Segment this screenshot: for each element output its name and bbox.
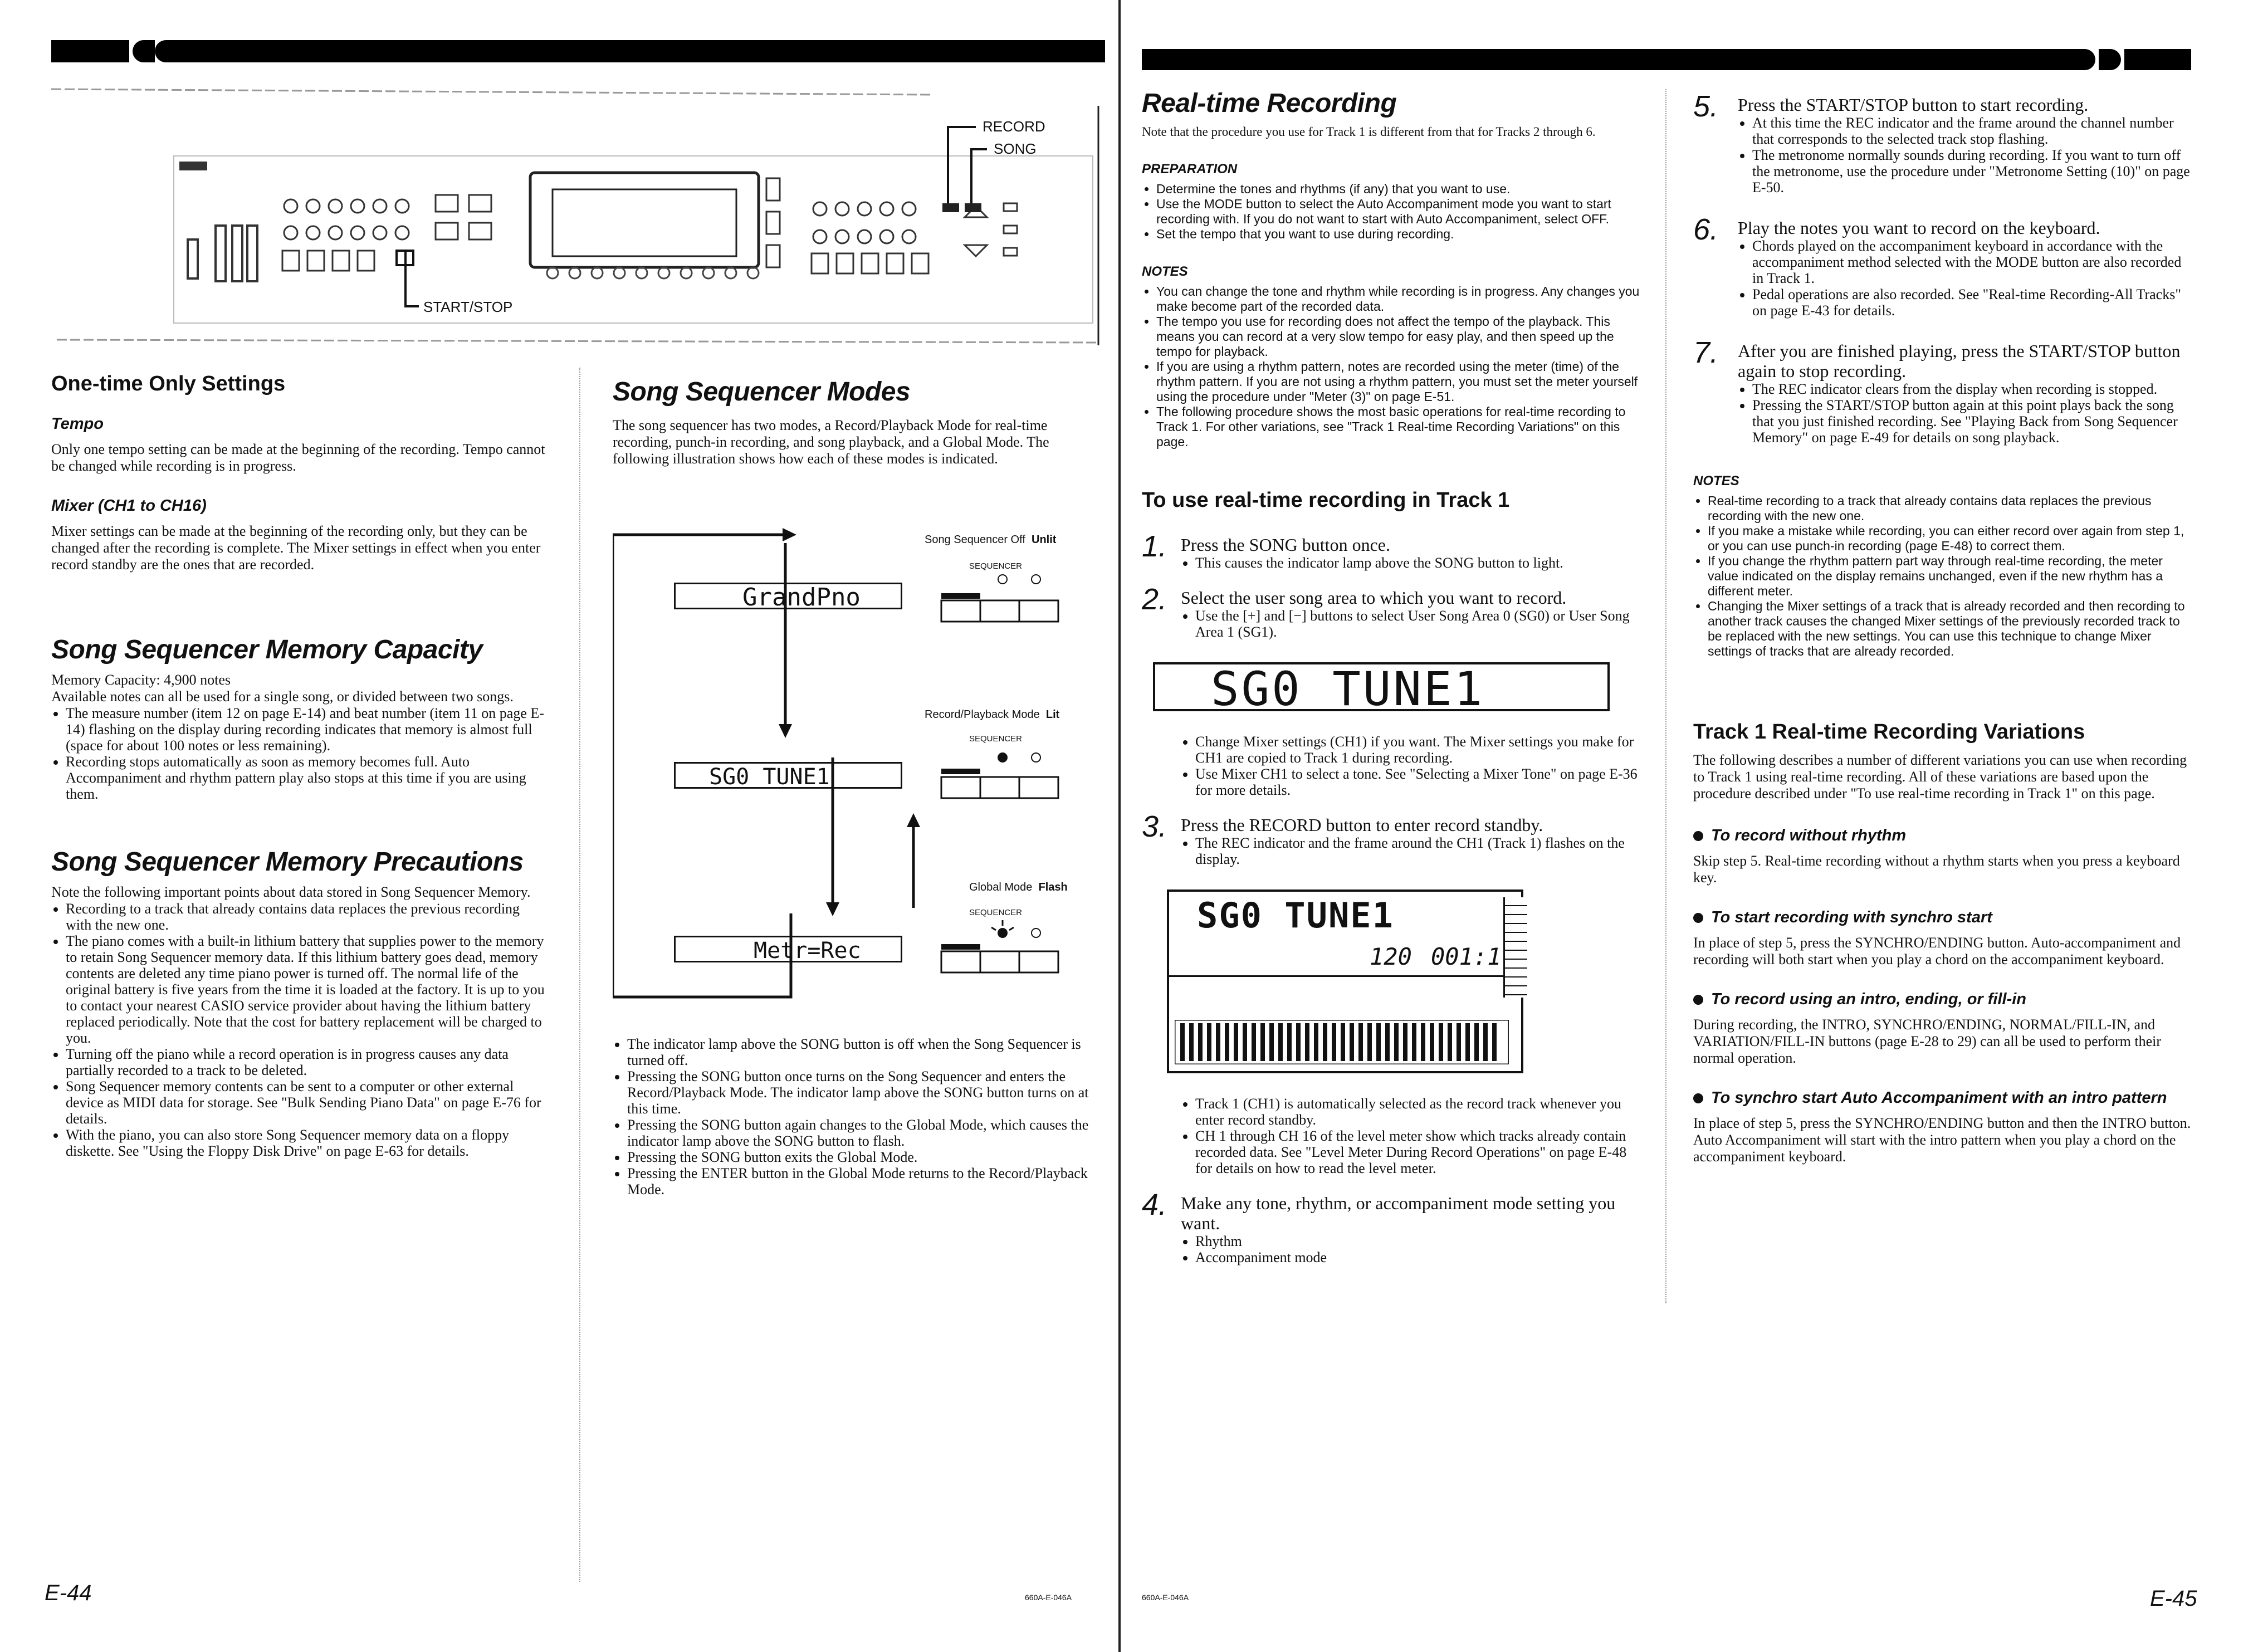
footer-code-left: 660A-E-046A bbox=[1025, 1593, 1072, 1602]
list-item: • Pressing the START/STOP button again at this point plays back the song that you just finished recording. See "Playing Back from Song Sequencer Memory" on page E-49 for details on song playback. bbox=[1752, 397, 2195, 446]
record-display bbox=[1167, 889, 1523, 1073]
step-number: 7. bbox=[1693, 336, 1719, 369]
capacity-line1: Memory Capacity: 4,900 notes bbox=[51, 672, 231, 688]
seq-label-1: SEQUENCER bbox=[969, 561, 1023, 571]
list-item: • The REC indicator and the frame around the CH1 (Track 1) flashes on the display. bbox=[1195, 835, 1643, 867]
list-item: • CH 1 through CH 16 of the level meter show which tracks already contain recorded data. See "Level Meter During Record Operations" on page E-48 for details on how to read the level meter. bbox=[1195, 1128, 1643, 1176]
list-item: • If you are using a rhythm pattern, notes are recorded using the meter (time) of the rhythm pattern. If you are not using a rhythm pattern, you must set the meter yourself using the procedure under "Meter (3)" on page E-51. bbox=[1156, 359, 1643, 404]
left-header-line bbox=[155, 40, 1105, 62]
level-meter-keys bbox=[1180, 1023, 1497, 1061]
panel-illustration bbox=[51, 84, 1110, 345]
step-5-text: Press the START/STOP button to start recording. bbox=[1738, 95, 2089, 115]
tone-buttons-right bbox=[812, 202, 987, 273]
preparation-block bbox=[1142, 162, 1643, 449]
notes2-block bbox=[1693, 473, 2195, 659]
page-spine bbox=[1118, 0, 1121, 1652]
capacity-bullets bbox=[51, 705, 547, 802]
display-keyboard bbox=[1175, 1020, 1509, 1064]
list-item: • Pedal operations are also recorded. See "Real-time Recording-All Tracks" on page E-43 for details. bbox=[1752, 286, 2195, 319]
list-item: • If you change the rhythm pattern part way through real-time recording, the meter value indicated on the display remains unchanged, even if the new rhythm has a different meter. bbox=[1708, 554, 2195, 599]
bullet-icon bbox=[1693, 913, 1703, 923]
variation-3-title: To record using an intro, ending, or fill-in bbox=[1711, 990, 2027, 1008]
variation-1-text: Skip step 5. Real-time recording without a rhythm starts when you press a keyboard key. bbox=[1693, 853, 2180, 886]
list-item: • Pressing the SONG button exits the Global Mode. bbox=[627, 1149, 1103, 1165]
list-item: • Use Mixer CH1 to select a tone. See "Selecting a Mixer Tone" on page E-36 for more details. bbox=[1195, 766, 1643, 798]
step-3-bullets bbox=[1181, 835, 1643, 867]
step-2-bullets bbox=[1181, 608, 1643, 640]
preparation-title: PREPARATION bbox=[1142, 162, 1238, 177]
footer-code-right: 660A-E-046A bbox=[1142, 1593, 1189, 1602]
list-item: • If you make a mistake while recording, you can either record over again from step 1, or you can use punch-in recording (page E-48) to correct them. bbox=[1708, 524, 2195, 554]
song-buttons-2 bbox=[941, 752, 1058, 798]
left-header-bar-arrow bbox=[133, 40, 155, 62]
list-item: • At this time the REC indicator and the frame around the channel number that corresponds to the selected track stop flashing. bbox=[1752, 115, 2195, 147]
track1-title: To use real-time recording in Track 1 bbox=[1142, 488, 1510, 512]
step-2-lcd: SG0 TUNE1 bbox=[1153, 662, 1610, 711]
mode1-state: Unlit bbox=[1032, 534, 1057, 546]
mode3-state: Flash bbox=[1038, 881, 1068, 893]
keyboard-panel-drawing bbox=[51, 84, 1110, 345]
left-column-2 bbox=[613, 377, 1103, 467]
variation-2-text: In place of step 5, press the SYNCHRO/ENDING button. Auto-accompaniment and recording will both start when you play a chord on the accompaniment keyboard. bbox=[1693, 935, 2181, 967]
display-staff bbox=[1503, 897, 1527, 998]
label-record: RECORD bbox=[983, 118, 1045, 135]
list-item: • Use the MODE button to select the Auto Accompaniment mode you want to start recording with. If you do not want to start with Auto Accompaniment, select OFF. bbox=[1156, 197, 1643, 227]
realtime-title: Real-time Recording bbox=[1142, 89, 1397, 118]
precautions-intro: Note the following important points about data stored in Song Sequencer Memory. bbox=[51, 884, 531, 900]
list-item: • Set the tempo that you want to use during recording. bbox=[1156, 227, 1643, 242]
notes-bullets bbox=[1142, 284, 1643, 449]
realtime-note: Note that the procedure you use for Track 1 is different from that for Tracks 2 through 6. bbox=[1142, 125, 1596, 139]
variation-2 bbox=[1693, 908, 2195, 927]
list-item: • The tempo you use for recording does not affect the tempo of the playback. This means you can record at a very slow tempo for easy play, and then speed up the tempo for playback. bbox=[1156, 314, 1643, 359]
list-item: • With the piano, you can also store Song Sequencer memory data on a floppy diskette. See "Using the Floppy Disk Drive" on page E-63 for details. bbox=[66, 1127, 547, 1159]
capacity-title: Song Sequencer Memory Capacity bbox=[51, 635, 483, 664]
step-number: 5. bbox=[1693, 90, 1719, 123]
seq-label-2: SEQUENCER bbox=[969, 734, 1023, 744]
variation-1-title: To record without rhythm bbox=[1711, 827, 1907, 844]
step-6 bbox=[1693, 213, 2195, 319]
label-song: SONG bbox=[994, 140, 1037, 157]
display-measure: 001:1 bbox=[1431, 943, 1502, 970]
step-number: 1. bbox=[1142, 530, 1167, 563]
list-item: • Accompaniment mode bbox=[1195, 1249, 1643, 1265]
step-7-text: After you are finished playing, press the START/STOP button again to stop recording. bbox=[1738, 341, 2181, 381]
variations-intro: The following describes a number of different variations you can use when recording to Track 1 using real-time recording. All of these variations are based upon the procedure described under "To use real-time recording in Track 1" on this page. bbox=[1693, 752, 2187, 801]
right-column-1 bbox=[1142, 88, 1643, 1265]
precautions-title: Song Sequencer Memory Precautions bbox=[51, 847, 524, 877]
step-number: 4. bbox=[1142, 1188, 1167, 1221]
precautions-bullets bbox=[51, 901, 547, 1159]
right-header-bar-arrow bbox=[2099, 49, 2121, 70]
modes-intro: The song sequencer has two modes, a Record/Playback Mode for real-time recording, punch-in recording, and song playback, and a Global Mode. The following illustration shows how each of these modes is indicated. bbox=[613, 417, 1049, 467]
preparation-bullets bbox=[1142, 182, 1643, 242]
label-start-stop: START/STOP bbox=[423, 299, 513, 315]
list-item: • Recording stops automatically as soon as memory becomes full. Auto Accompaniment and rhythm pattern play also stops at this time if you are using them. bbox=[66, 754, 547, 802]
list-item: • Song Sequencer memory contents can be sent to a computer or other external device as MIDI data for storage. See "Bulk Sending Piano Data" on page E-76 for details. bbox=[66, 1078, 547, 1127]
right-column-2 bbox=[1693, 90, 2195, 1165]
step-2-text: Select the user song area to which you want to record. bbox=[1181, 588, 1567, 608]
bullet-icon bbox=[1693, 995, 1703, 1005]
list-item: • The piano comes with a built-in lithium battery that supplies power to the memory to retain Song Sequencer memory data. If this lithium battery goes dead, memory contents are deleted any time piano power is turned off. The normal life of the original battery is five years from the time it is loaded at the factory. It is up to you to contact your nearest CASIO service provider about having the lithium battery replaced periodically. Note that the cost for battery replacement will be charged to you. bbox=[66, 933, 547, 1046]
list-item: • Determine the tones and rhythms (if any) that you want to use. bbox=[1156, 182, 1643, 197]
list-item: • Turning off the piano while a record operation is in progress causes any data partially recorded to a track to be deleted. bbox=[66, 1046, 547, 1078]
list-item: • The REC indicator clears from the display when recording is stopped. bbox=[1752, 381, 2195, 397]
list-item: • This causes the indicator lamp above the SONG button to light. bbox=[1195, 555, 1643, 571]
left-header-bar bbox=[51, 40, 129, 62]
list-item: • The following procedure shows the most basic operations for real-time recording to Track 1. For other variations, see "Track 1 Real-time Recording Variations" on this page. bbox=[1156, 404, 1643, 449]
tempo-text: Only one tempo setting can be made at the beginning of the recording. Tempo cannot be changed while recording is in progress. bbox=[51, 441, 545, 474]
list-item: • Pressing the SONG button once turns on the Song Sequencer and enters the Record/Playback Mode. The indicator lamp above the SONG button turns on at this time. bbox=[627, 1068, 1103, 1117]
modes-bullets bbox=[613, 1036, 1103, 1198]
list-item: • The indicator lamp above the SONG button is off when the Song Sequencer is turned off. bbox=[627, 1036, 1103, 1068]
page-number-left: E-44 bbox=[45, 1581, 92, 1605]
lcd-tune1: SG0 TUNE1 bbox=[674, 762, 902, 789]
bullet-icon bbox=[1693, 1093, 1703, 1103]
left-column-1 bbox=[51, 372, 547, 1159]
step-4-text: Make any tone, rhythm, or accompaniment mode setting you want. bbox=[1181, 1193, 1616, 1233]
variation-3-text: During recording, the INTRO, SYNCHRO/ENDING, NORMAL/FILL-IN, and VARIATION/FILL-IN buttons (page E-28 to 29) can all be used to perform their normal operation. bbox=[1693, 1016, 2161, 1066]
variation-4 bbox=[1693, 1089, 2195, 1107]
variation-4-text: In place of step 5, press the SYNCHRO/ENDING button and then the INTRO button. Auto Accompaniment will start with the intro pattern when you play a chord on the accompaniment keyboard. bbox=[1693, 1115, 2191, 1165]
step-4-bullets bbox=[1181, 1233, 1643, 1265]
step-1-bullets bbox=[1181, 555, 1643, 571]
display-song-name: SG0 TUNE1 bbox=[1197, 895, 1394, 936]
step-6-text: Play the notes you want to record on the keyboard. bbox=[1738, 218, 2100, 238]
step-number: 6. bbox=[1693, 213, 1719, 246]
list-item: • The metronome normally sounds during recording. If you want to turn off the metronome, use the procedure under "Metronome Setting (10)" on page E-50. bbox=[1752, 147, 2195, 195]
list-item: • Recording to a track that already contains data replaces the previous recording with the new one. bbox=[66, 901, 547, 933]
step-number: 2. bbox=[1142, 583, 1167, 616]
capacity-line2: Available notes can all be used for a single song, or divided between two songs. bbox=[51, 688, 514, 705]
mixer-text: Mixer settings can be made at the beginning of the recording only, but they can be changed after the recording is complete. The Mixer settings in effect when you enter record standby are the ones that are recorded. bbox=[51, 523, 541, 573]
right-header-line bbox=[1142, 49, 2095, 70]
notes2-title: NOTES bbox=[1693, 473, 1739, 488]
variation-3 bbox=[1693, 990, 2195, 1009]
modes-notes bbox=[613, 1036, 1103, 1198]
step-6-bullets bbox=[1738, 238, 2195, 319]
step-2 bbox=[1142, 583, 1643, 640]
tone-buttons-left bbox=[282, 195, 491, 271]
right-column-divider bbox=[1665, 89, 1666, 1303]
mode3-label bbox=[969, 881, 1068, 894]
modes-diagram bbox=[613, 524, 1103, 1003]
bullet-icon bbox=[1693, 831, 1703, 841]
left-column-divider bbox=[579, 368, 580, 1582]
list-item: • Pressing the ENTER button in the Global Mode returns to the Record/Playback Mode. bbox=[627, 1165, 1103, 1198]
step-1 bbox=[1142, 530, 1643, 571]
lcd-metr-rec: Metr=Rec bbox=[674, 936, 902, 962]
list-item: • Chords played on the accompaniment keyboard in accordance with the accompaniment method selected with the MODE button are also recorded in Track 1. bbox=[1752, 238, 2195, 286]
step-1-text: Press the SONG button once. bbox=[1181, 535, 1390, 555]
list-item: • Rhythm bbox=[1195, 1233, 1643, 1249]
mixer-title: Mixer (CH1 to CH16) bbox=[51, 497, 207, 515]
list-item: • Use the [+] and [−] buttons to select User Song Area 0 (SG0) or User Song Area 1 (SG1). bbox=[1195, 608, 1643, 640]
mode1-label bbox=[925, 534, 1056, 546]
step-5-bullets bbox=[1738, 115, 2195, 195]
step-2-extra bbox=[1181, 734, 1643, 798]
step-4 bbox=[1142, 1188, 1643, 1265]
variation-1 bbox=[1693, 827, 2195, 845]
tempo-title: Tempo bbox=[51, 415, 104, 433]
notes2-bullets bbox=[1693, 493, 2195, 659]
list-item: • Pressing the SONG button again changes to the Global Mode, which causes the indicator lamp above the SONG button to flash. bbox=[627, 1117, 1103, 1149]
notes-title: NOTES bbox=[1142, 264, 1188, 279]
step-3-extra bbox=[1181, 1096, 1643, 1176]
lcd-grandpno: GrandPno bbox=[674, 583, 902, 609]
modes-title: Song Sequencer Modes bbox=[613, 377, 911, 407]
step-number: 3. bbox=[1142, 810, 1167, 843]
list-item: • The measure number (item 12 on page E-14) and beat number (item 11 on page E-14) flashing on the display during recording indicates that memory is almost full (space for about 100 notes or less remaining). bbox=[66, 705, 547, 754]
song-buttons-1 bbox=[941, 575, 1058, 622]
song-buttons-3 bbox=[941, 920, 1058, 972]
step-3-text: Press the RECORD button to enter record standby. bbox=[1181, 815, 1543, 835]
list-item: • Track 1 (CH1) is automatically selected as the record track whenever you enter record standby. bbox=[1195, 1096, 1643, 1128]
mode2-label bbox=[925, 708, 1059, 721]
page-number-right: E-45 bbox=[2150, 1586, 2197, 1611]
display-tempo: 120 bbox=[1370, 943, 1412, 970]
variation-2-title: To start recording with synchro start bbox=[1711, 908, 1992, 926]
mode2-name: Record/Playback Mode bbox=[925, 708, 1040, 721]
display-divider bbox=[1169, 975, 1503, 977]
right-header-bar bbox=[2124, 49, 2191, 70]
list-item: • Real-time recording to a track that already contains data replaces the previous recording with the new one. bbox=[1708, 493, 2195, 524]
variations-title: Track 1 Real-time Recording Variations bbox=[1693, 720, 2085, 744]
mode2-state: Lit bbox=[1045, 708, 1060, 721]
list-item: • Change Mixer settings (CH1) if you want. The Mixer settings you make for CH1 are copied to Track 1 during recording. bbox=[1195, 734, 1643, 766]
step-7-bullets bbox=[1738, 381, 2195, 446]
step-5 bbox=[1693, 90, 2195, 195]
seq-label-3: SEQUENCER bbox=[969, 908, 1023, 917]
list-item: • You can change the tone and rhythm while recording is in progress. Any changes you make become part of the recorded data. bbox=[1156, 284, 1643, 314]
step-3 bbox=[1142, 810, 1643, 867]
mode1-name: Song Sequencer Off bbox=[925, 534, 1025, 546]
mode3-name: Global Mode bbox=[969, 881, 1033, 893]
one-time-title: One-time Only Settings bbox=[51, 372, 286, 395]
list-item: • Changing the Mixer settings of a track that is already recorded and then recording to another track causes the changed Mixer settings of the previously recorded track to be replaced with the new settings. You can use this technique to change Mixer settings of tracks that are already recorded. bbox=[1708, 599, 2195, 659]
step-7 bbox=[1693, 336, 2195, 446]
variation-4-title: To synchro start Auto Accompaniment with an intro pattern bbox=[1711, 1089, 2167, 1107]
